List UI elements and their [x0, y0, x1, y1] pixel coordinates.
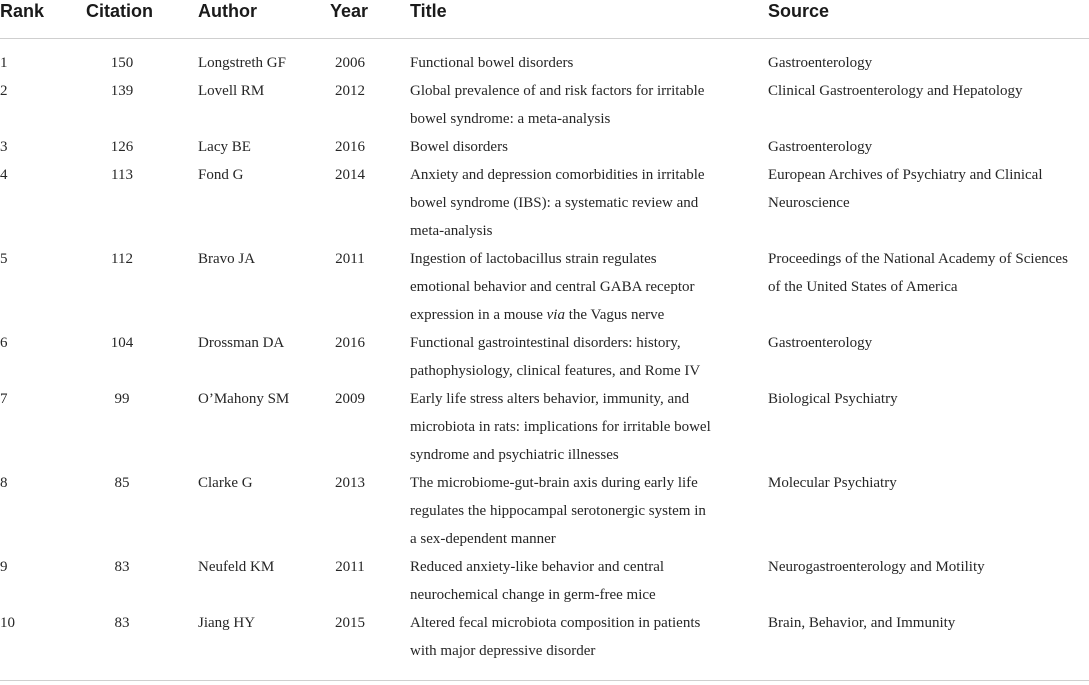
source-cell-line: Gastroenterology: [768, 335, 873, 351]
header-year: Year: [330, 1, 369, 21]
title-cell-line: Ingestion of lactobacillus strain regulates: [410, 251, 657, 267]
source-cell-line: Neuroscience: [768, 195, 850, 211]
title-cell-line: Early life stress alters behavior, immunity, and: [410, 391, 690, 407]
title-cell-line: syndrome and psychiatric illnesses: [410, 447, 619, 463]
source-cell-line: Proceedings of the National Academy of Sciences: [768, 251, 1068, 267]
citation-cell: 83: [114, 615, 130, 631]
source-cell: [768, 245, 1086, 301]
title-cell-line: bowel syndrome (IBS): a systematic review and: [410, 195, 699, 211]
rank-cell: 10: [0, 615, 15, 631]
table-row: [0, 469, 1089, 553]
author-cell: Lovell RM: [198, 83, 265, 99]
year-cell: 2015: [335, 615, 365, 631]
year-cell: 2014: [335, 167, 365, 183]
header-citation: Citation: [86, 1, 153, 21]
table-row: [0, 553, 1089, 609]
title-cell-line: meta-analysis: [410, 223, 493, 239]
source-cell-line: of the United States of America: [768, 279, 958, 295]
author-cell: Fond G: [198, 167, 244, 183]
source-cell-line: Gastroenterology: [768, 55, 873, 71]
author-cell: Neufeld KM: [198, 559, 275, 575]
citation-cell: 112: [111, 251, 133, 267]
source-cell-line: Molecular Psychiatry: [768, 475, 897, 491]
source-cell: [768, 161, 1086, 217]
source-cell: [768, 49, 1086, 77]
title-cell: [410, 329, 740, 385]
source-cell-line: Gastroenterology: [768, 139, 873, 155]
citation-cell: 104: [110, 335, 134, 351]
title-cell-line: Functional gastrointestinal disorders: history,: [410, 335, 681, 351]
table-row: [0, 133, 1089, 161]
table-header: [0, 0, 1089, 39]
title-cell: [410, 469, 740, 553]
title-cell-line: Altered fecal microbiota composition in patients: [410, 615, 701, 631]
title-cell-line: Reduced anxiety-like behavior and central: [410, 559, 665, 575]
table-row: [0, 609, 1089, 665]
year-cell: 2016: [335, 335, 365, 351]
title-cell-line: The microbiome-gut-brain axis during early life: [410, 475, 698, 491]
table-row: [0, 385, 1089, 469]
year-cell: 2006: [335, 55, 365, 71]
citation-cell: 99: [114, 391, 130, 407]
title-cell-line: neurochemical change in germ-free mice: [410, 587, 656, 603]
citation-cell: 139: [110, 83, 134, 99]
title-cell: [410, 133, 740, 161]
source-cell: [768, 329, 1086, 357]
year-cell: 2009: [335, 391, 365, 407]
title-cell-line: Bowel disorders: [410, 139, 508, 155]
table-row: [0, 161, 1089, 245]
rank-cell: 9: [0, 559, 8, 575]
title-cell: [410, 385, 740, 469]
author-cell: O’Mahony SM: [198, 391, 290, 407]
source-cell: [768, 553, 1086, 581]
author-cell: Lacy BE: [198, 139, 251, 155]
source-cell-line: European Archives of Psychiatry and Clinical: [768, 167, 1043, 183]
title-cell: [410, 49, 740, 77]
table-row: [0, 329, 1089, 385]
header-title: Title: [410, 1, 447, 21]
rank-cell: 3: [0, 139, 8, 155]
title-cell-line: expression in a mouse via the Vagus nerve: [410, 307, 665, 323]
rank-cell: 8: [0, 475, 8, 491]
source-cell: [768, 385, 1086, 413]
source-cell-line: Biological Psychiatry: [768, 391, 898, 407]
year-cell: 2012: [335, 83, 365, 99]
title-cell: [410, 77, 740, 133]
title-cell-line: Anxiety and depression comorbidities in irritable: [410, 167, 705, 183]
title-cell: [410, 609, 740, 665]
title-cell-line: microbiota in rats: implications for irritable bowel: [410, 419, 711, 435]
author-cell: Drossman DA: [198, 335, 285, 351]
year-cell: 2011: [335, 559, 365, 575]
title-cell-line: Global prevalence of and risk factors for irritable: [410, 83, 705, 99]
title-cell-line: regulates the hippocampal serotonergic system in: [410, 503, 706, 519]
header-rank: Rank: [0, 1, 45, 21]
author-cell: Jiang HY: [198, 615, 256, 631]
citation-cell: 83: [114, 559, 130, 575]
header-source: Source: [768, 1, 830, 21]
source-cell: [768, 609, 1086, 637]
citation-cell: 126: [110, 139, 134, 155]
table-row: [0, 245, 1089, 329]
year-cell: 2011: [335, 251, 365, 267]
title-cell: [410, 245, 740, 329]
title-cell-line: with major depressive disorder: [410, 643, 596, 659]
source-cell-line: Clinical Gastroenterology and Hepatology: [768, 83, 1023, 99]
title-cell-line: Functional bowel disorders: [410, 55, 574, 71]
source-cell: [768, 469, 1086, 497]
year-cell: 2016: [335, 139, 365, 155]
source-cell: [768, 133, 1086, 161]
rank-cell: 6: [0, 335, 8, 351]
citation-cell: 85: [114, 475, 130, 491]
table-bottom-rule: [0, 680, 1089, 681]
rank-cell: 7: [0, 391, 8, 407]
rank-cell: 4: [0, 167, 8, 183]
source-cell-line: Neurogastroenterology and Motility: [768, 559, 985, 575]
title-cell-line: pathophysiology, clinical features, and Rome IV: [410, 363, 701, 379]
author-cell: Bravo JA: [198, 251, 256, 267]
title-cell-line: bowel syndrome: a meta-analysis: [410, 111, 611, 127]
header-author: Author: [198, 1, 257, 21]
source-cell-line: Brain, Behavior, and Immunity: [768, 615, 956, 631]
author-cell: Longstreth GF: [198, 55, 286, 71]
citation-cell: 150: [110, 55, 134, 71]
table-row: [0, 49, 1089, 77]
rank-cell: 2: [0, 83, 8, 99]
rank-cell: 1: [0, 55, 8, 71]
title-cell-line: emotional behavior and central GABA receptor: [410, 279, 695, 295]
author-cell: Clarke G: [198, 475, 253, 491]
rank-cell: 5: [0, 251, 8, 267]
title-cell-line: a sex-dependent manner: [410, 531, 556, 547]
source-cell: [768, 77, 1086, 105]
citation-cell: 113: [111, 167, 133, 183]
year-cell: 2013: [335, 475, 365, 491]
title-cell: [410, 161, 740, 245]
table-row: [0, 77, 1089, 133]
title-cell: [410, 553, 740, 609]
